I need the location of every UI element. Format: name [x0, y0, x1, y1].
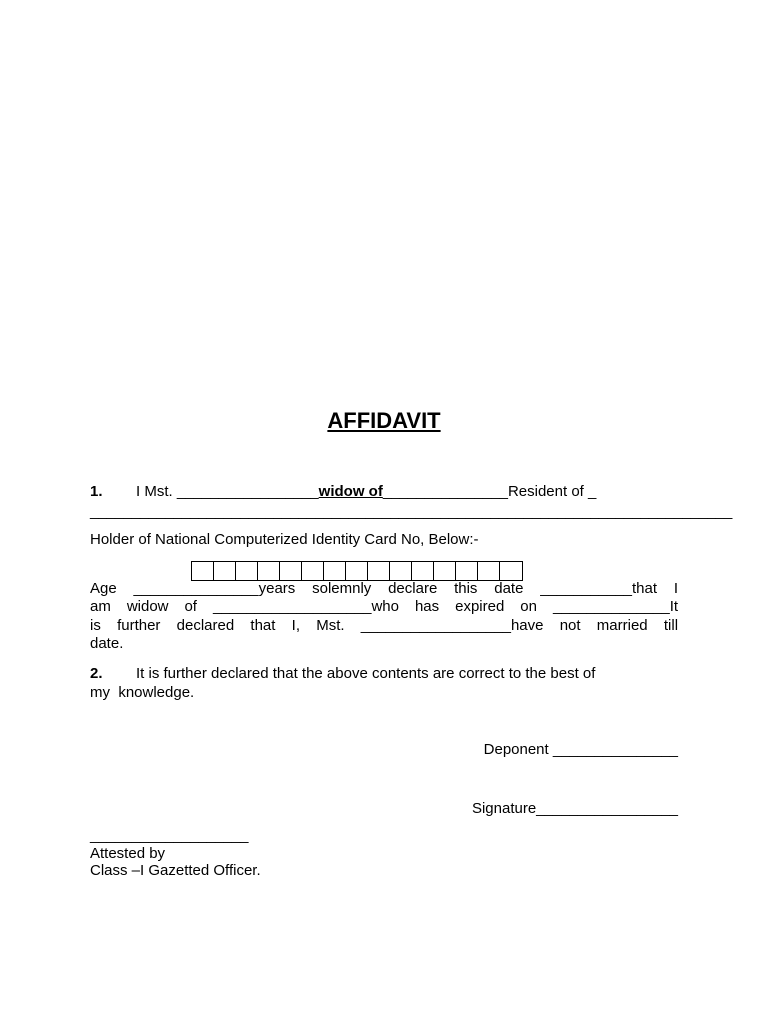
para2-number: 2.	[90, 665, 103, 682]
para1-number: 1.	[90, 483, 103, 500]
cnic-digit-box	[302, 562, 324, 580]
word: declared	[176, 617, 235, 634]
date-line: date.	[90, 635, 124, 652]
cnic-digit-box	[478, 562, 500, 580]
word: Mst.	[316, 617, 345, 634]
cnic-digit-box	[368, 562, 390, 580]
cnic-digit-box	[346, 562, 368, 580]
word: Age _______________years	[90, 580, 296, 597]
word: declare	[388, 580, 438, 597]
cnic-digit-box	[390, 562, 412, 580]
para1-resident-field: _______________Resident of _	[382, 483, 597, 500]
word: on	[520, 598, 537, 615]
cnic-digit-box	[456, 562, 478, 580]
para1-name-field: I Mst. _________________	[136, 483, 319, 500]
cnic-digit-box	[434, 562, 456, 580]
word: date	[494, 580, 524, 597]
cnic-digit-box	[280, 562, 302, 580]
word: am	[90, 598, 111, 615]
cnic-digit-box	[412, 562, 434, 580]
signature-field: Signature_________________	[471, 800, 678, 817]
cnic-heading: Holder of National Computerized Identity Card No, Below:-	[90, 531, 479, 548]
gazetted-officer-label: Class –I Gazetted Officer.	[90, 862, 261, 879]
word: __________________have	[360, 617, 544, 634]
para2-text: It is further declared that the above contents are correct to the best of	[136, 665, 596, 682]
para1-line1	[90, 483, 596, 501]
word: has	[414, 598, 440, 615]
widow-of-label: widow of	[318, 483, 383, 500]
word: till	[663, 617, 679, 634]
word: ___________that	[540, 580, 658, 597]
deponent-field: Deponent _______________	[483, 741, 678, 758]
word: that	[250, 617, 276, 634]
cnic-digit-box	[236, 562, 258, 580]
word: is	[90, 617, 101, 634]
address-blank-line: _____________________________________________________________________________	[90, 503, 733, 520]
cnic-digit-box	[500, 562, 522, 580]
attest-signature-line: ___________________	[90, 827, 249, 844]
word: I,	[291, 617, 300, 634]
declared-line	[90, 617, 678, 635]
para2-line2: my knowledge.	[90, 684, 195, 701]
word: widow	[126, 598, 169, 615]
document-title: AFFIDAVIT	[327, 408, 441, 433]
word: ______________It	[552, 598, 679, 615]
word: ___________________who	[212, 598, 399, 615]
cnic-digit-box	[258, 562, 280, 580]
cnic-digit-box	[214, 562, 236, 580]
word: I	[673, 580, 678, 597]
word: this	[454, 580, 478, 597]
word: not	[559, 617, 581, 634]
attested-by-label: Attested by	[90, 845, 166, 862]
word: solemnly	[312, 580, 372, 597]
cnic-digit-box	[192, 562, 214, 580]
word: married	[596, 617, 648, 634]
word: expired	[455, 598, 505, 615]
para2-line1	[90, 665, 595, 683]
cnic-boxes	[191, 561, 523, 581]
cnic-digit-box	[324, 562, 346, 580]
widow-line	[90, 598, 678, 616]
word: further	[117, 617, 161, 634]
age-line	[90, 580, 678, 598]
word: of	[184, 598, 197, 615]
